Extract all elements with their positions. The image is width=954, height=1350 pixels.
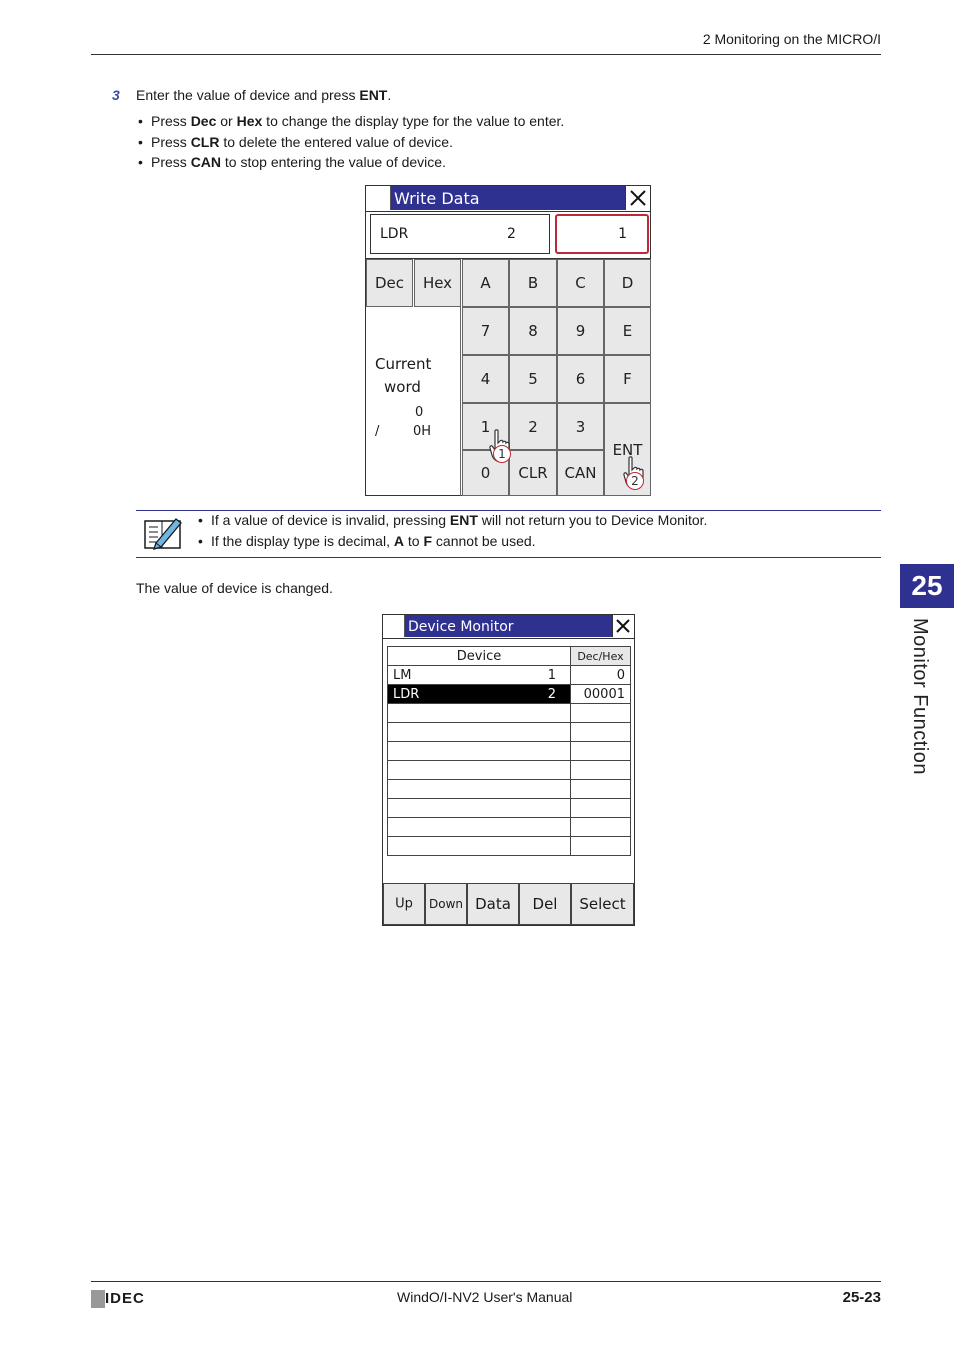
table-row-selected[interactable]	[388, 685, 631, 704]
brand-logo-mark	[91, 1290, 105, 1308]
result-text: The value of device is changed.	[136, 580, 333, 596]
device-name-cell: LDR	[388, 685, 492, 704]
current-separator: /	[375, 424, 380, 439]
key-7[interactable]: 7	[462, 307, 509, 355]
ent-button[interactable]: ENT	[604, 403, 651, 496]
chapter-tab: 25	[900, 564, 954, 608]
step-bullets	[136, 112, 564, 174]
word-label: word	[384, 378, 421, 396]
device-name-cell: LM	[388, 666, 492, 685]
key-2[interactable]: 2	[509, 403, 557, 450]
page-number: 25-23	[842, 1289, 881, 1306]
table-row-empty[interactable]	[388, 837, 631, 856]
close-icon	[629, 189, 647, 207]
key-e[interactable]: E	[604, 307, 651, 355]
write-data-title-bar	[366, 186, 650, 212]
note-bullets	[196, 511, 707, 552]
key-5[interactable]: 5	[509, 355, 557, 403]
col-device-header: Device	[388, 647, 571, 666]
down-button[interactable]: Down	[425, 883, 467, 925]
key-3[interactable]: 3	[557, 403, 604, 450]
note-bottom-rule	[136, 557, 881, 558]
device-monitor-window	[382, 614, 635, 926]
chapter-title: Monitor Function	[909, 618, 931, 775]
running-header: 2 Monitoring on the MICRO/I	[702, 31, 881, 47]
note-pencil-icon	[142, 515, 184, 556]
header-rule	[91, 54, 881, 55]
device-address-field	[370, 214, 550, 254]
key-8[interactable]: 8	[509, 307, 557, 355]
key-f[interactable]: F	[604, 355, 651, 403]
device-monitor-title-bar	[383, 615, 634, 639]
hex-button[interactable]: Hex	[414, 259, 461, 307]
bullet-dec-hex: • Press Dec or Hex to change the display type for the value to enter.	[136, 112, 564, 133]
brand-logo: IDEC	[105, 1290, 145, 1307]
table-row-empty[interactable]	[388, 704, 631, 723]
step-marker-1: 1	[493, 445, 511, 463]
step-number: 3	[112, 87, 120, 103]
dec-button[interactable]: Dec	[366, 259, 413, 307]
device-name: LDR	[380, 226, 409, 242]
clr-button[interactable]: CLR	[509, 450, 557, 496]
table-row[interactable]	[388, 666, 631, 685]
device-value-cell: 00001	[571, 685, 631, 704]
current-dec-value: 0	[415, 405, 424, 420]
note-decimal-type: • If the display type is decimal, A to F cannot be used.	[196, 532, 707, 553]
manual-title: WindO/I-NV2 User's Manual	[397, 1289, 573, 1305]
step-instruction: Enter the value of device and press ENT.	[136, 87, 392, 103]
step-marker-2: 2	[626, 472, 644, 490]
device-table	[387, 646, 631, 856]
device-monitor-title: Device Monitor	[405, 615, 612, 637]
col-dec-hex-button[interactable]: Dec/Hex	[571, 647, 631, 666]
table-row-empty[interactable]	[388, 780, 631, 799]
device-number: 2	[507, 226, 516, 242]
table-row-empty[interactable]	[388, 761, 631, 780]
device-number-cell: 1	[492, 666, 571, 685]
key-a[interactable]: A	[462, 259, 509, 307]
footer-rule	[91, 1281, 881, 1282]
current-label: Current	[375, 355, 432, 373]
bullet-clr: • Press CLR to delete the entered value of device.	[136, 133, 564, 154]
write-data-title: Write Data	[391, 186, 625, 210]
note-invalid-value: • If a value of device is invalid, pressing ENT will not return you to Device Monitor.	[196, 511, 707, 532]
title-box-icon	[366, 186, 391, 210]
data-button[interactable]: Data	[467, 883, 519, 925]
up-button[interactable]: Up	[383, 883, 425, 925]
key-c[interactable]: C	[557, 259, 604, 307]
title-box-icon	[383, 615, 405, 637]
table-header-row	[388, 647, 631, 666]
select-button[interactable]: Select	[571, 883, 634, 925]
device-value-cell: 0	[571, 666, 631, 685]
device-number-cell: 2	[492, 685, 571, 704]
table-row-empty[interactable]	[388, 818, 631, 837]
close-button[interactable]	[625, 186, 650, 210]
value-entry-field[interactable]	[555, 214, 649, 254]
key-6[interactable]: 6	[557, 355, 604, 403]
current-hex-value: 0H	[413, 424, 432, 439]
del-button[interactable]: Del	[519, 883, 571, 925]
write-data-dialog	[365, 185, 651, 496]
table-row-empty[interactable]	[388, 742, 631, 761]
entry-value: 1	[618, 226, 627, 242]
key-0[interactable]: 0	[462, 450, 509, 496]
bullet-can: • Press CAN to stop entering the value of device.	[136, 153, 564, 174]
key-4[interactable]: 4	[462, 355, 509, 403]
table-row-empty[interactable]	[388, 799, 631, 818]
close-button[interactable]	[612, 615, 634, 637]
can-button[interactable]: CAN	[557, 450, 604, 496]
current-word-panel	[366, 307, 461, 496]
key-9[interactable]: 9	[557, 307, 604, 355]
key-1[interactable]: 1	[462, 403, 509, 450]
key-b[interactable]: B	[509, 259, 557, 307]
close-icon	[615, 618, 631, 634]
table-row-empty[interactable]	[388, 723, 631, 742]
key-d[interactable]: D	[604, 259, 651, 307]
